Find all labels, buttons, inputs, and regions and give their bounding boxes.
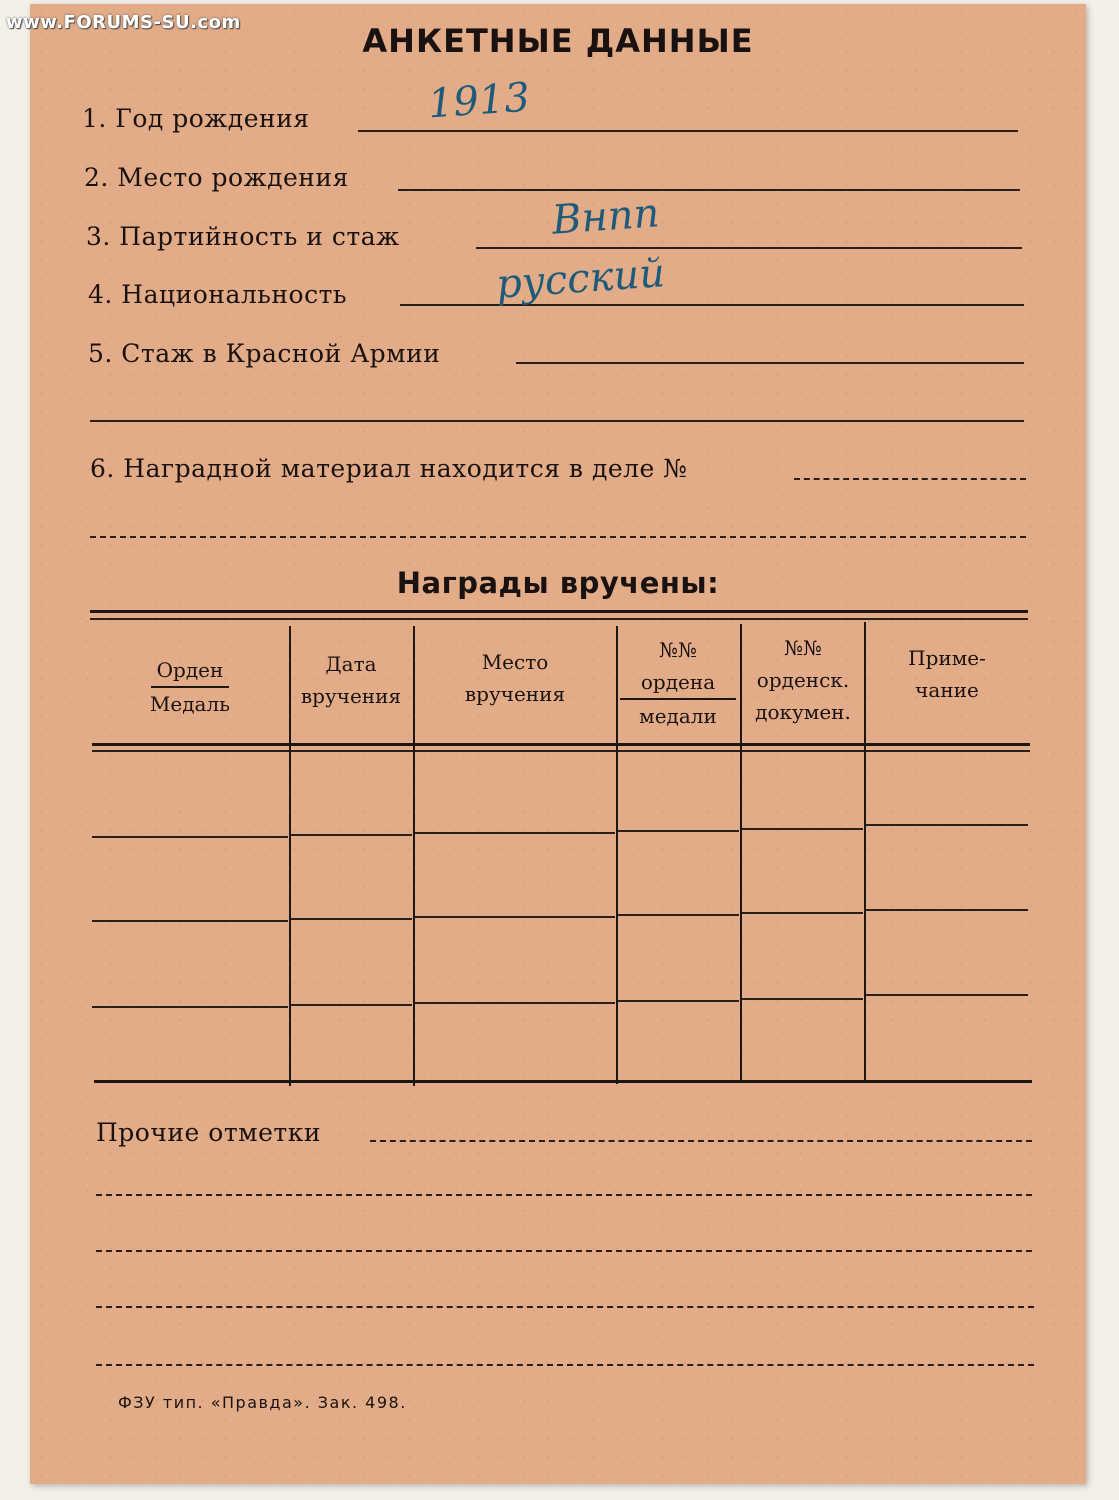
field-birth-year-value: 1913 [426,74,532,128]
row-rule [866,909,1028,911]
row-rule [415,916,615,918]
table-header-rule-2 [92,750,1030,752]
field-army-service-label: 5. Стаж в Красной Армии [88,339,441,368]
col-header-doc-number-line3: докумен. [755,700,851,724]
watermark: www.FORUMS-SU.com [6,12,241,33]
field-birthplace-label: 2. Место рождения [84,163,349,192]
other-notes-label: Прочие отметки [96,1118,322,1147]
field-army-service-line-2 [90,420,1024,422]
row-rule [618,830,739,832]
col-header-doc-number-line1: №№ [784,636,822,660]
row-rule [742,828,863,830]
row-rule [866,824,1028,826]
col-header-note-line2: чание [915,678,979,702]
row-rule [742,912,863,914]
row-rule [415,1002,615,1004]
col-header-doc-number-line2: орденск. [756,668,850,692]
field-award-case-line-2 [90,536,1026,538]
form-title: АНКЕТНЫЕ ДАННЫЕ [362,22,754,60]
row-rule [618,914,739,916]
row-rule [92,920,288,922]
field-party-line [476,247,1022,249]
table-top-rule [90,610,1028,613]
field-birth-year-label: 1. Год рождения [82,104,310,133]
field-nationality-value: русский [494,250,667,308]
award-record-card [30,4,1086,1484]
col-header-note [866,642,1028,706]
field-party-value: Внпп [550,190,661,244]
table-top-rule-2 [90,618,1028,620]
field-army-service-line [516,362,1024,364]
col-header-date-line1: Дата [325,652,377,676]
col-header-order-medal [92,654,288,720]
awards-section-title: Награды вручены: [396,566,720,600]
row-rule [291,918,412,920]
field-award-case-line [794,478,1026,480]
col-header-place-line1: Место [481,650,549,674]
col-header-place [415,646,615,710]
other-notes-line [370,1140,1032,1142]
col-header-medal: Медаль [149,692,231,716]
other-notes-line [96,1250,1032,1252]
field-nationality-label: 4. Национальность [88,280,348,309]
row-rule [92,1006,288,1008]
other-notes-line [96,1364,1034,1366]
row-rule [291,1004,412,1006]
row-rule [415,832,615,834]
col-header-order-number-line2: ордена [620,666,736,700]
other-notes-line [96,1306,1034,1308]
row-rule [291,834,412,836]
col-header-date [290,648,412,712]
col-header-doc-number [742,632,864,728]
field-party-label: 3. Партийность и стаж [86,222,400,251]
field-award-case-label: 6. Наградной материал находится в деле № [90,454,688,483]
field-nationality-line [400,304,1024,306]
table-bottom-rule [94,1080,1032,1083]
row-rule [92,836,288,838]
col-header-note-line1: Приме- [908,646,986,670]
col-header-order-number-line1: №№ [659,638,697,662]
col-header-order-number-line3: медали [639,704,717,728]
field-birthplace-line [398,189,1020,191]
col-header-order: Орден [151,654,230,688]
other-notes-line [96,1194,1032,1196]
field-birth-year-line [358,130,1018,132]
col-header-date-line2: вручения [300,684,402,708]
row-rule [866,994,1028,996]
table-header-rule [92,743,1030,746]
row-rule [618,1000,739,1002]
col-header-order-number [618,634,738,732]
printer-imprint: ФЗУ тип. «Правда». Зак. 498. [118,1393,407,1412]
row-rule [742,998,863,1000]
col-header-place-line2: вручения [464,682,566,706]
